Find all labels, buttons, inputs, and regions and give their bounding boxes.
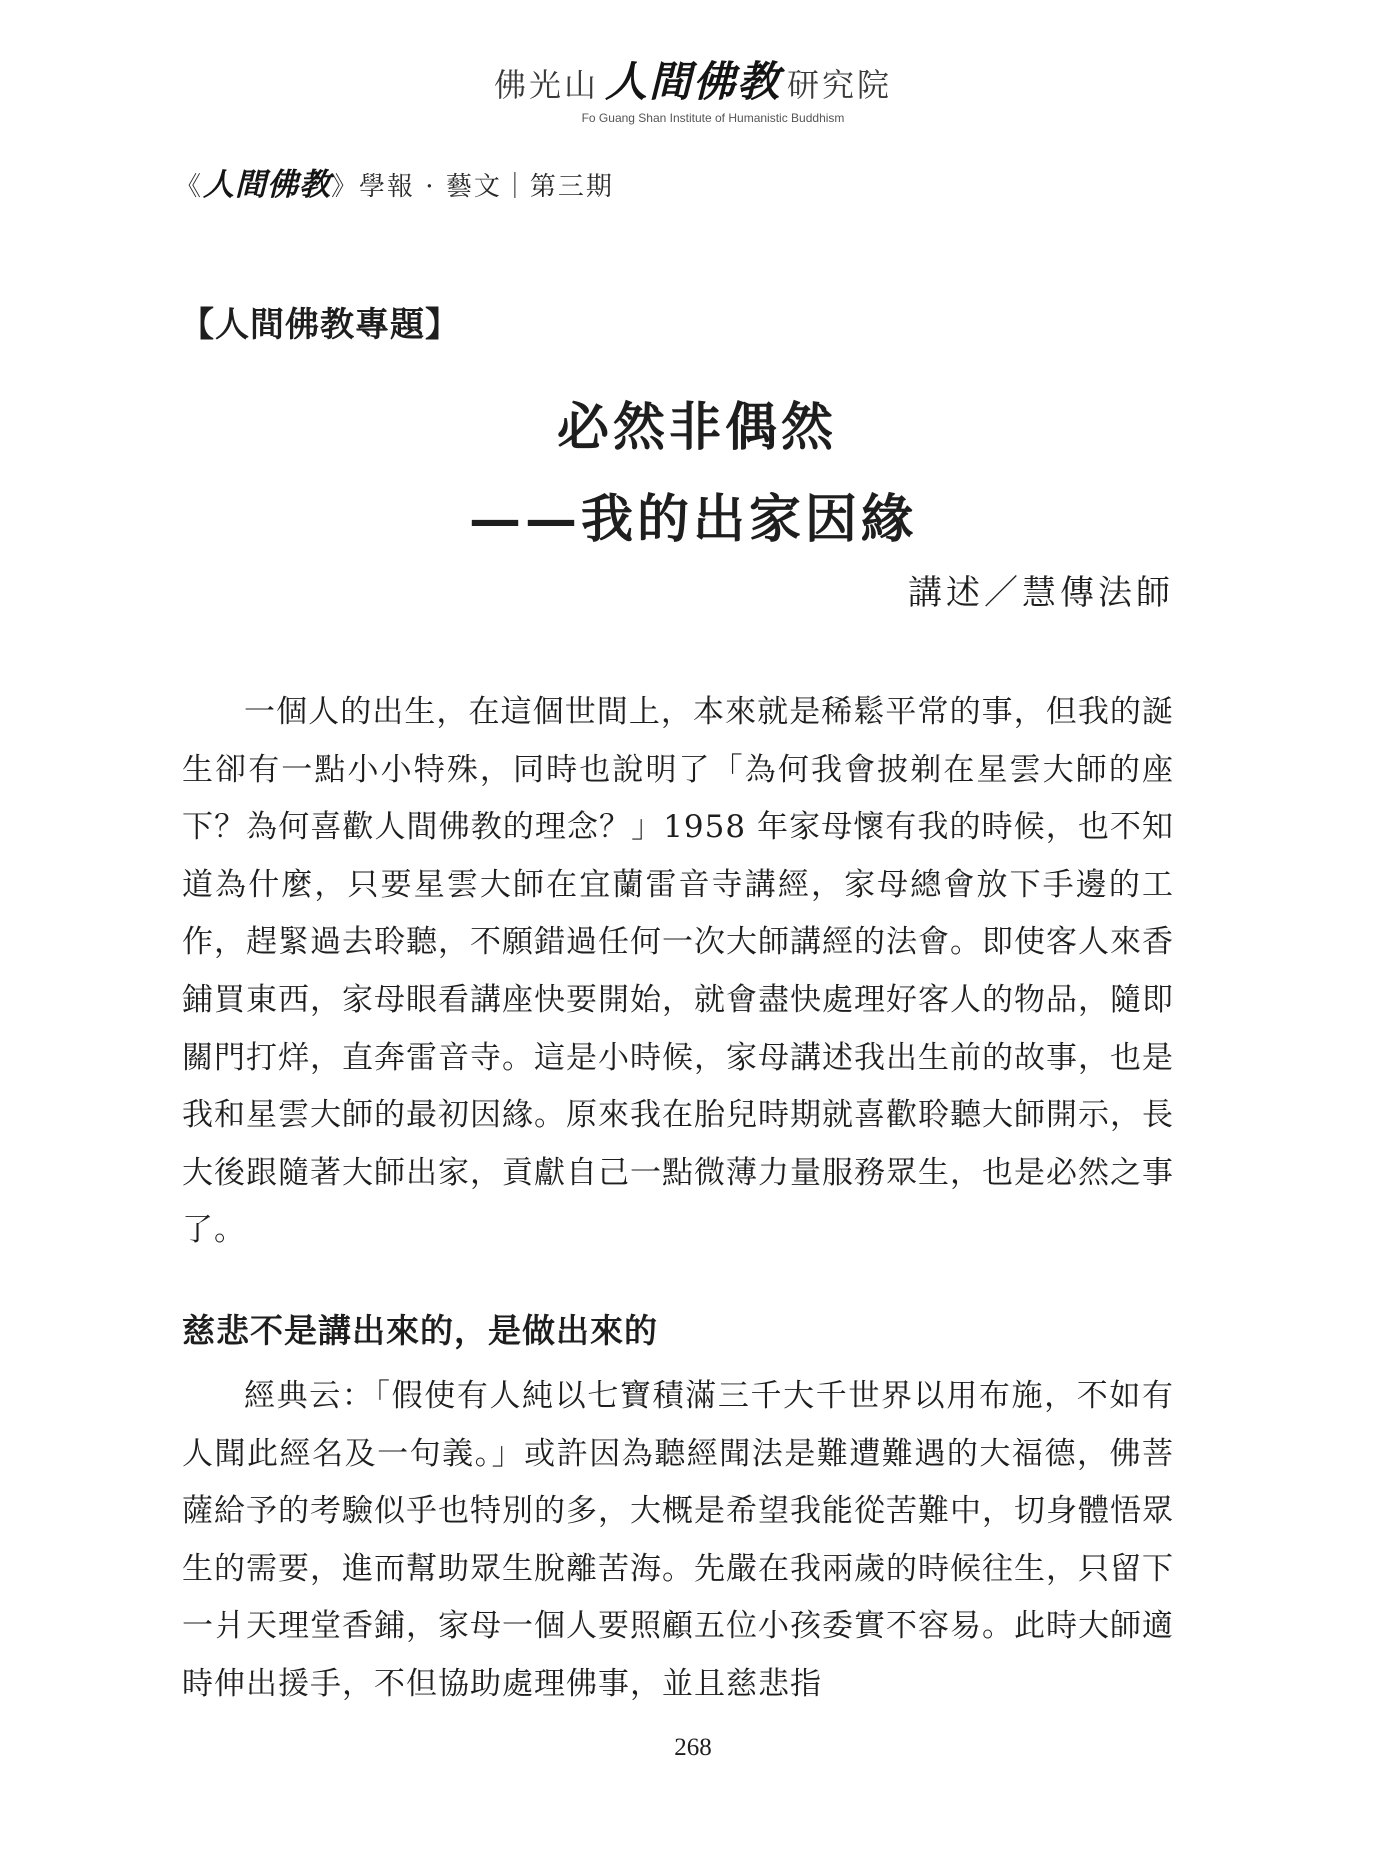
page-number: 268 [674,1734,712,1761]
body-section-intro [182,684,1174,1260]
article-title-block [0,392,1386,556]
journal-brand-calligraphy: 人間佛教 [203,167,332,203]
article-subtitle: ——我的出家因緣 [468,489,917,550]
institute-header [0,58,1386,125]
institute-english-name: Fo Guang Shan Institute of Humanistic Buddhism [581,111,845,125]
institute-suffix: 研究院 [787,66,893,104]
institute-prefix: 佛光山 [493,66,599,104]
paragraph: 一個人的出生，在這個世間上，本來就是稀鬆平常的事，但我的誕生卻有一點小小特殊，同時也說明了「為何我會披剃在星雲大師的座下？為何喜歡人間佛教的理念？」1958 年家母懷有我的時候，也不知道為什麼，只要星雲大師在宜蘭雷音寺講經，家母總會放下手邊的工作，趕緊過去聆聽，不願錯過任何一次大師講經的法會。即使客人來香鋪買東西，家母眼看講座快要開始，就會盡快處理好客人的物品，隨即關門打烊，直奔雷音寺。這是小時候，家母講述我出生前的故事，也是我和星雲大師的最初因緣。原來我在胎兒時期就喜歡聆聽大師開示，長大後跟隨著大師出家，貢獻自己一點微薄力量服務眾生，也是必然之事了。 [182,694,1174,1249]
article-title: 必然非偶然 [556,397,837,458]
institute-brand-calligraphy: 人間佛教 [604,57,781,106]
section-tag: 【人間佛教專題】 [180,305,460,345]
journal-close-bracket: 》 [331,172,360,202]
body-section-compassion [182,1368,1174,1714]
author-byline: 講述／慧傳法師 [908,573,1174,613]
section-subheading: 慈悲不是講出來的，是做出來的 [182,1311,658,1350]
journal-running-head [175,165,614,207]
paragraph: 經典云：「假使有人純以七寶積滿三千大千世界以用布施，不如有人聞此經名及一句義。」或許因為聽經聞法是難遭難遇的大福德，佛菩薩給予的考驗似乎也特別的多，大概是希望我能從苦難中，切身體悟眾生的需要，進而幫助眾生脫離苦海。先嚴在我兩歲的時候往生，只留下一爿天理堂香鋪，家母一個人要照顧五位小孩委實不容易。此時大師適時伸出援手，不但協助處理佛事，並且慈悲指 [182,1378,1174,1702]
institute-name [0,58,1386,109]
journal-open-bracket: 《 [175,172,204,202]
journal-issue-info: 學報 · 藝文｜第三期 [359,172,614,202]
